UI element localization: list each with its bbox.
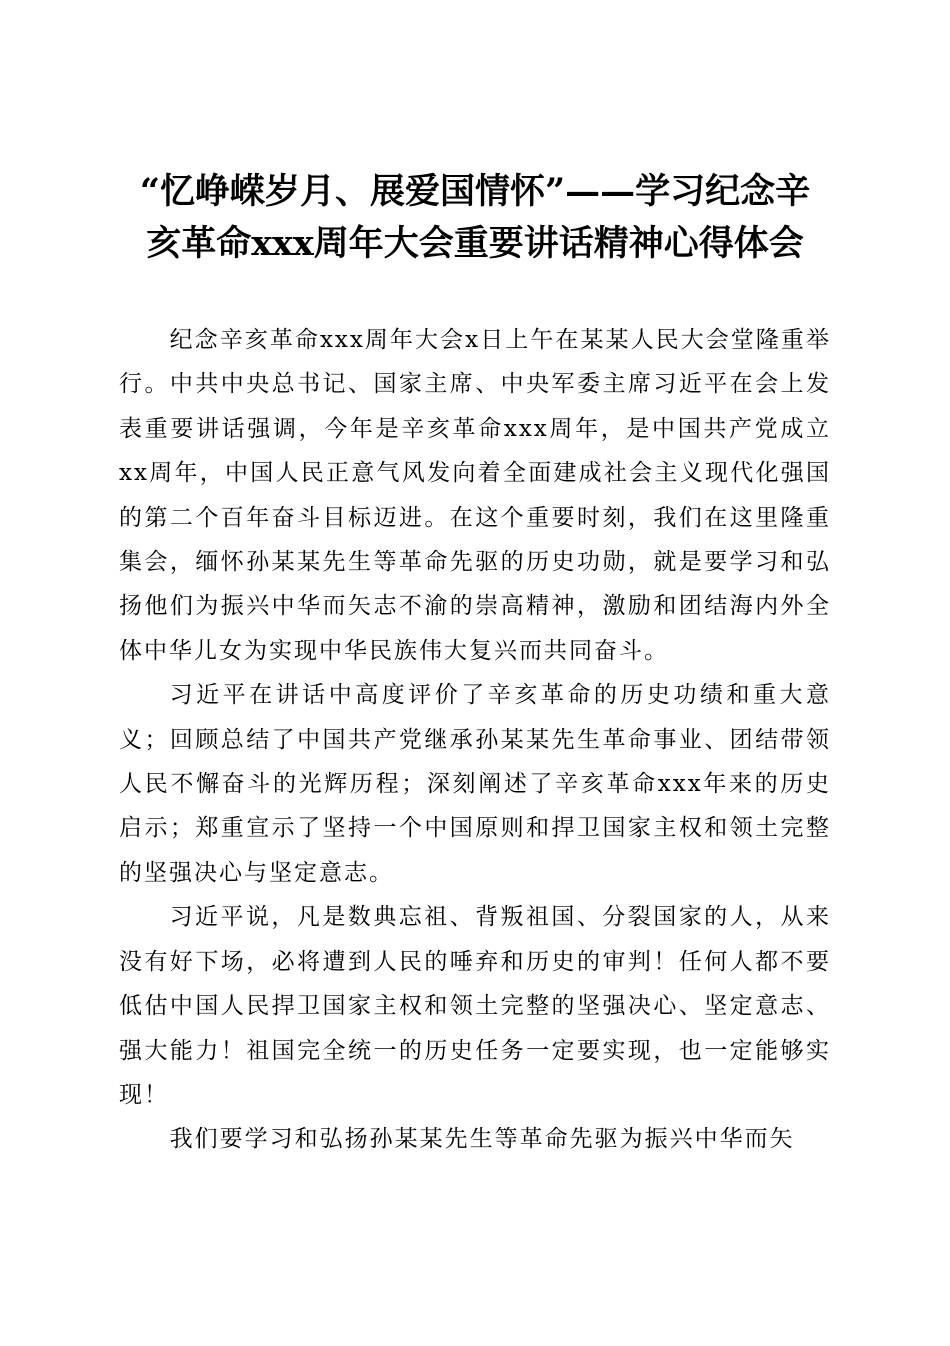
- title-line-1: “忆峥嵘岁月、展爱国情怀”——学习纪念辛: [139, 171, 811, 212]
- document-body: [119, 318, 831, 1162]
- title-line-2: 亥革命xxx周年大会重要讲话精神心得体会: [146, 223, 804, 264]
- paragraph-2: 习近平在讲话中高度评价了辛亥革命的历史功绩和重大意义；回顾总结了中国共产党继承孙某某先生革命事业、团结带领人民不懈奋斗的光辉历程；深刻阐述了辛亥革命xxx年来的历史启示；郑重宣示了坚持一个中国原则和捍卫国家主权和领土完整的坚强决心与坚定意志。: [119, 682, 831, 886]
- document-title: [110, 166, 840, 270]
- paragraph-1: 纪念辛亥革命xxx周年大会x日上午在某某人民大会堂隆重举行。中共中央总书记、国家主席、中央军委主席习近平在会上发表重要讲话强调，今年是辛亥革命xxx周年，是中国共产党成立xx周年，中国人民正意气风发向着全面建成社会主义现代化强国的第二个百年奋斗目标迈进。在这个重要时刻，我们在这里隆重集会，缅怀孙某某先生等革命先驱的历史功勋，就是要学习和弘扬他们为振兴中华而矢志不渝的崇高精神，激励和团结海内外全体中华儿女为实现中华民族伟大复兴而共同奋斗。: [119, 327, 831, 664]
- paragraph-4: 我们要学习和弘扬孙某某先生等革命先驱为振兴中华而矢: [169, 1126, 795, 1153]
- paragraph-3: 习近平说，凡是数典忘祖、背叛祖国、分裂国家的人，从来没有好下场，必将遭到人民的唾弃和历史的审判！任何人都不要低估中国人民捍卫国家主权和领土完整的坚强决心、坚定意志、强大能力！祖国完全统一的历史任务一定要实现，也一定能够实现！: [119, 904, 831, 1108]
